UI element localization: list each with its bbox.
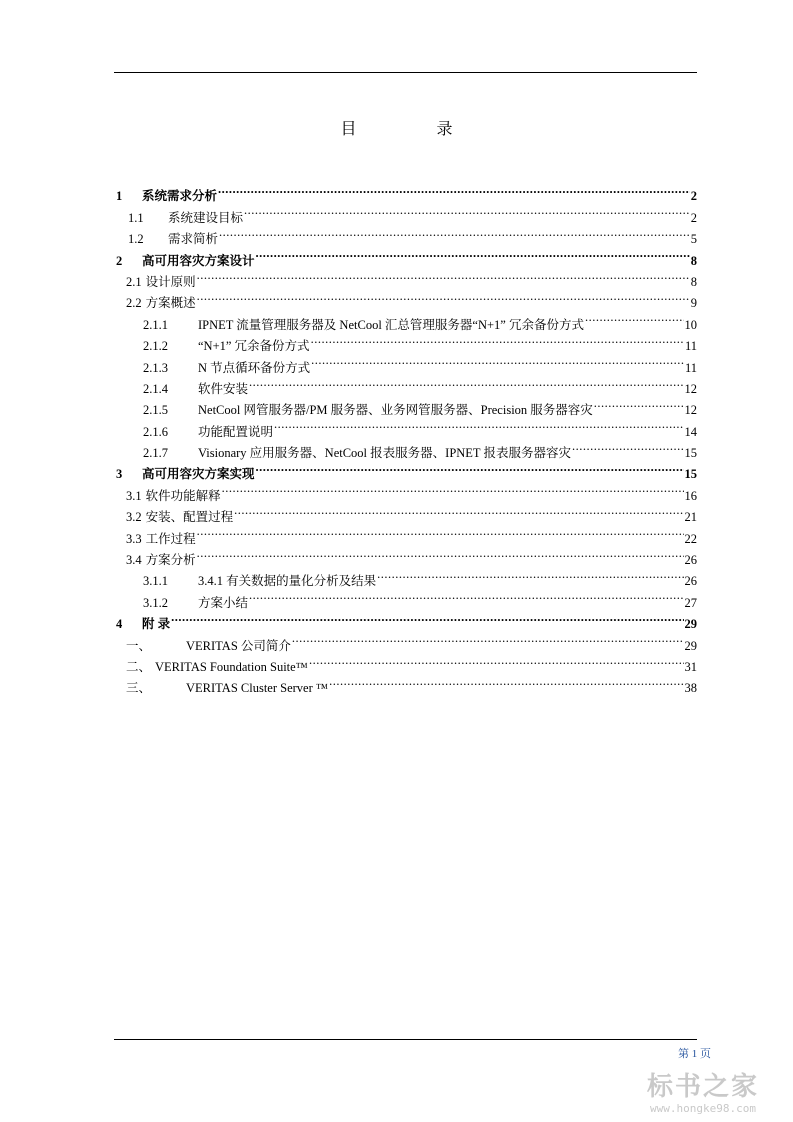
toc-leader [256,243,690,264]
toc-leader [249,372,683,393]
toc-entry-number: 2.1.1 [143,317,168,332]
watermark-title: 标书之家 [646,1072,759,1102]
toc-entry-number: 1.1 [128,210,144,225]
toc-entry-title: 需求简析 [168,232,219,247]
toc-leader [585,307,684,328]
toc-entry-number: 2.1.4 [143,381,168,396]
toc-entry-1[interactable] [114,179,697,204]
toc-heading-right: 录 [436,121,453,138]
toc-entry-page: 11 [684,339,697,354]
toc-leader [292,628,684,649]
toc-entry-page: 27 [684,595,697,610]
toc-leader [219,222,690,243]
toc-entry-number: 1 [116,189,123,204]
toc-leader [197,543,684,564]
toc-leader [197,521,684,542]
toc-entry-page: 8 [690,253,697,268]
toc-entry-number: 2.1.2 [143,339,168,354]
toc-entry-title: 方案分析 [145,553,196,568]
toc-entry-page: 29 [684,638,697,653]
toc-entry-title: NetCool 网管服务器/PM 服务器、业务网管服务器、Precision 服务器容灾 [198,403,593,418]
toc-leader [249,585,683,606]
toc-entry-page: 12 [684,403,697,418]
toc-leader [311,350,684,371]
toc-entry-3-4[interactable] [114,543,697,568]
toc-entry-title: 安装、配置过程 [145,510,234,525]
toc-leader [218,179,690,200]
toc-entry-number: 2.1.3 [143,360,168,375]
toc-entry-number: 3.2 [126,510,142,525]
toc-entry-number: 3 [116,467,123,482]
toc-leader [222,478,684,499]
toc-entry-page: 26 [684,574,697,589]
toc-entry-title: VERITAS Foundation Suite™ [155,659,308,674]
toc-entry-page: 11 [684,360,697,375]
toc-entry-title: “N+1” 冗余备份方式 [198,339,310,354]
toc-entry-3-1-1[interactable] [114,564,697,589]
toc-entry-page: 26 [684,553,697,568]
header-rule [114,72,697,73]
toc-leader [329,671,683,692]
toc-leader [572,436,684,457]
toc-entry-number: 3.4 [126,553,142,568]
toc-entry-number: 3.1 [126,488,142,503]
toc-entry-number: 二、 [126,659,152,674]
toc-entry-page: 2 [690,189,697,204]
toc-entry-number: 1.2 [128,232,144,247]
toc-entry-number: 4 [116,617,123,632]
toc-entry-number: 3.1.1 [143,574,168,589]
toc-entry-number: 2.1.5 [143,403,168,418]
toc-entry-title: 设计原则 [145,274,196,289]
toc-entry-3-3[interactable] [114,521,697,546]
toc-entry-page: 10 [684,317,697,332]
toc-entry-page: 2 [690,210,697,225]
toc-leader [309,650,684,671]
toc-entry-page: 31 [684,659,697,674]
toc-leader [234,500,683,521]
toc-entry-title: VERITAS 公司简介 [186,638,291,653]
toc-entry-title: 工作过程 [145,531,196,546]
toc-heading [0,116,793,139]
toc-entry-title: 方案概述 [145,296,196,311]
toc-leader [256,457,684,478]
toc-entry-number: 2.2 [126,296,142,311]
page-number: 第 1 页 [678,1048,711,1060]
toc-entry-page: 9 [690,296,697,311]
toc-entry-number: 2 [116,253,123,268]
watermark [623,1072,783,1116]
toc-entry-page: 29 [684,617,697,632]
toc-entry-number: 2.1.6 [143,424,168,439]
toc-entry-4[interactable] [114,607,697,632]
toc-leader [311,329,684,350]
toc-entry-title: Visionary 应用服务器、NetCool 报表服务器、IPNET 报表服务器容灾 [198,446,571,461]
toc-entry-page: 22 [684,531,697,546]
toc-entry-number: 3.3 [126,531,142,546]
toc-entry-title: 方案小结 [198,595,249,610]
toc-entry-page: 21 [684,510,697,525]
toc-entry-number: 三、 [126,681,152,696]
toc-entry-page: 15 [684,467,697,482]
toc-entry-2-1-1[interactable] [114,307,697,332]
toc-entry-page: 15 [684,446,697,461]
toc-entry-title: VERITAS Cluster Server ™ [186,681,329,696]
toc-entry-title: 3.4.1 有关数据的量化分析及结果 [198,574,377,589]
toc-heading-left: 目 [340,121,357,138]
toc-leader [171,607,683,628]
watermark-url: www.hongke98.com [650,1102,756,1115]
toc-entry-title: 高可用容灾方案设计 [142,253,255,268]
toc-entry-title: N 节点循环备份方式 [198,360,311,375]
toc-leader [274,414,683,435]
table-of-contents [114,179,697,696]
toc-entry-title: IPNET 流量管理服务器及 NetCool 汇总管理服务器“N+1” 冗余备份方式 [198,317,584,332]
toc-entry-number: 3.1.2 [143,595,168,610]
toc-entry-title: 功能配置说明 [198,424,274,439]
toc-entry-page: 14 [684,424,697,439]
toc-leader [197,286,690,307]
toc-entry-page: 8 [690,274,697,289]
footer-rule [114,1039,697,1040]
toc-leader [594,393,684,414]
toc-entry-page: 16 [684,488,697,503]
toc-leader [244,200,690,221]
toc-entry-number: 2.1 [126,274,142,289]
toc-entry-title: 附 录 [142,617,171,632]
toc-entry-2-1[interactable] [114,265,697,289]
toc-leader [377,564,683,585]
toc-entry-title: 高可用容灾方案实现 [142,467,255,482]
toc-entry-page: 5 [690,232,697,247]
toc-entry-2-2[interactable] [114,286,697,311]
toc-entry-title: 系统建设目标 [168,210,244,225]
toc-entry-appendix-1[interactable] [114,628,697,653]
toc-entry-title: 软件功能解释 [145,488,221,503]
toc-entry-page: 12 [684,381,697,396]
toc-entry-page: 38 [684,681,697,696]
toc-leader [197,265,690,286]
toc-entry-title: 系统需求分析 [142,189,218,204]
toc-entry-number: 2.1.7 [143,446,168,461]
toc-entry-number: 一、 [126,638,152,653]
toc-entry-title: 软件安装 [198,381,249,396]
